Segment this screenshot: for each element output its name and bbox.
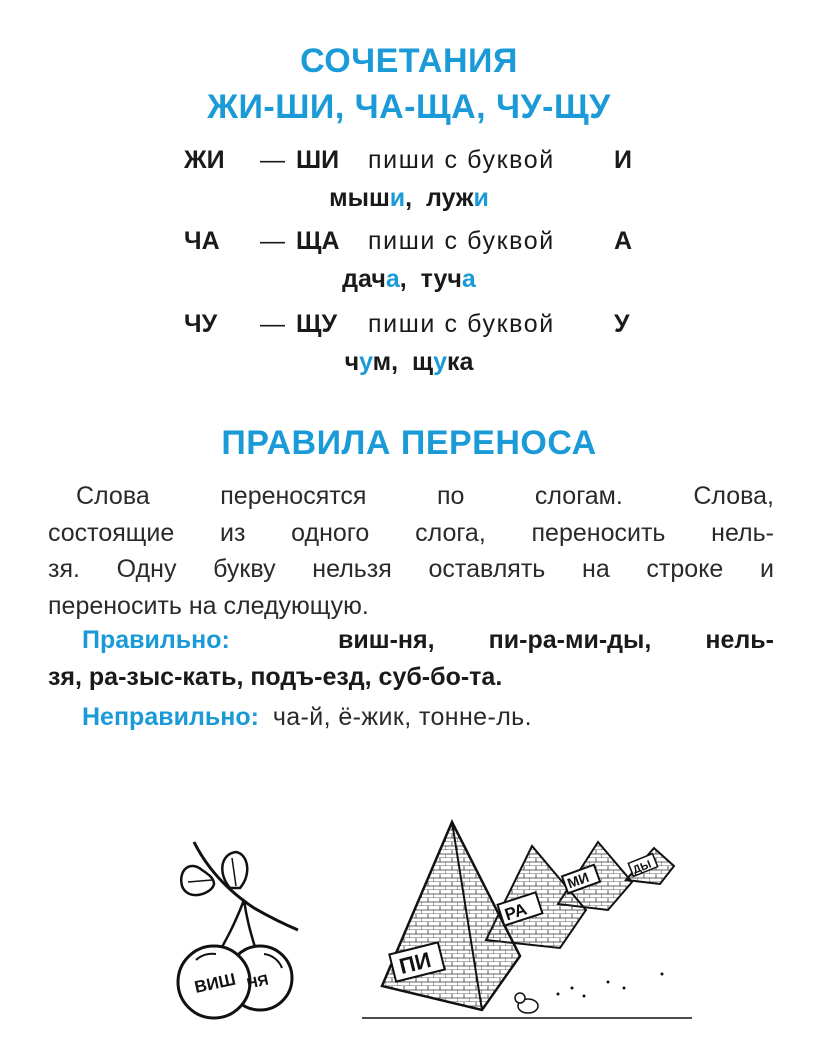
correct-examples-line2: зя, ра-зыс-кать, подъ-езд, суб-бо-та. bbox=[48, 662, 503, 691]
rule-dash: — bbox=[260, 310, 285, 338]
paragraph-line: переносить на следующую. bbox=[48, 591, 369, 620]
rule-examples-zhi-shi bbox=[0, 182, 818, 214]
rule-letter: И bbox=[614, 146, 632, 174]
paragraph-line: состоящие из одного слога, переносить нель- bbox=[48, 518, 774, 547]
example-word: лужи bbox=[426, 184, 489, 212]
cherry-label: ВИШ bbox=[192, 969, 238, 997]
hyphenation-rule-paragraph bbox=[48, 478, 774, 624]
rule-row-cha-shcha bbox=[184, 225, 640, 257]
wrong-examples bbox=[48, 699, 774, 736]
example-word: щука bbox=[412, 348, 474, 376]
rule-syllable-a: ЧА bbox=[184, 227, 220, 255]
rule-row-zhi-shi bbox=[184, 144, 640, 176]
rule-syllable-a: ЖИ bbox=[184, 146, 225, 174]
example-word: дача, bbox=[342, 265, 407, 293]
paragraph-line: зя. Одну букву нельзя оставлять на строке и bbox=[48, 555, 774, 583]
cherry-label: НЯ bbox=[245, 971, 270, 993]
correct-label: Правильно: bbox=[82, 626, 230, 654]
section1-title-line1: СОЧЕТАНИЯ bbox=[300, 42, 518, 80]
pyramid-label: РА bbox=[502, 899, 530, 925]
cherry-illustration bbox=[168, 830, 308, 1035]
correct-examples-line1: виш-ня, пи-ра-ми-ды, нель- bbox=[338, 626, 774, 654]
wrong-examples-text: ча-й, ё-жик, тонне-ль. bbox=[272, 703, 532, 731]
section1-title-line2: ЖИ-ШИ, ЧА-ЩА, ЧУ-ЩУ bbox=[207, 88, 611, 126]
rule-syllable-a: ЧУ bbox=[184, 310, 218, 338]
example-word: туча bbox=[420, 265, 476, 293]
rule-dash: — bbox=[260, 227, 285, 255]
rule-row-chu-shchu bbox=[184, 308, 640, 340]
example-word: чум, bbox=[344, 348, 399, 376]
rule-text: пиши с буквой bbox=[368, 310, 555, 338]
rule-dash: — bbox=[260, 146, 285, 174]
pyramid-label: МИ bbox=[565, 868, 592, 892]
rule-text: пиши с буквой bbox=[368, 146, 555, 174]
rule-syllable-b: ШИ bbox=[296, 146, 340, 174]
rule-syllable-b: ЩУ bbox=[296, 310, 338, 338]
rule-letter: А bbox=[614, 227, 633, 255]
pyramid-label: ПИ bbox=[396, 947, 434, 979]
rule-examples-chu-shchu bbox=[0, 346, 818, 378]
section2-title: ПРАВИЛА ПЕРЕНОСА bbox=[221, 424, 597, 462]
wrong-label: Неправильно: bbox=[82, 703, 259, 731]
example-word: мыши, bbox=[329, 184, 413, 212]
rule-letter: У bbox=[614, 310, 630, 338]
correct-examples bbox=[48, 622, 774, 695]
pyramid-label: ДЫ bbox=[631, 858, 654, 877]
rule-text: пиши с буквой bbox=[368, 227, 555, 255]
paragraph-line: Слова переносятся по слогам. Слова, bbox=[76, 482, 774, 510]
rule-examples-cha-shcha bbox=[0, 263, 818, 295]
rule-syllable-b: ЩА bbox=[296, 227, 340, 255]
pyramids-illustration bbox=[362, 818, 692, 1033]
